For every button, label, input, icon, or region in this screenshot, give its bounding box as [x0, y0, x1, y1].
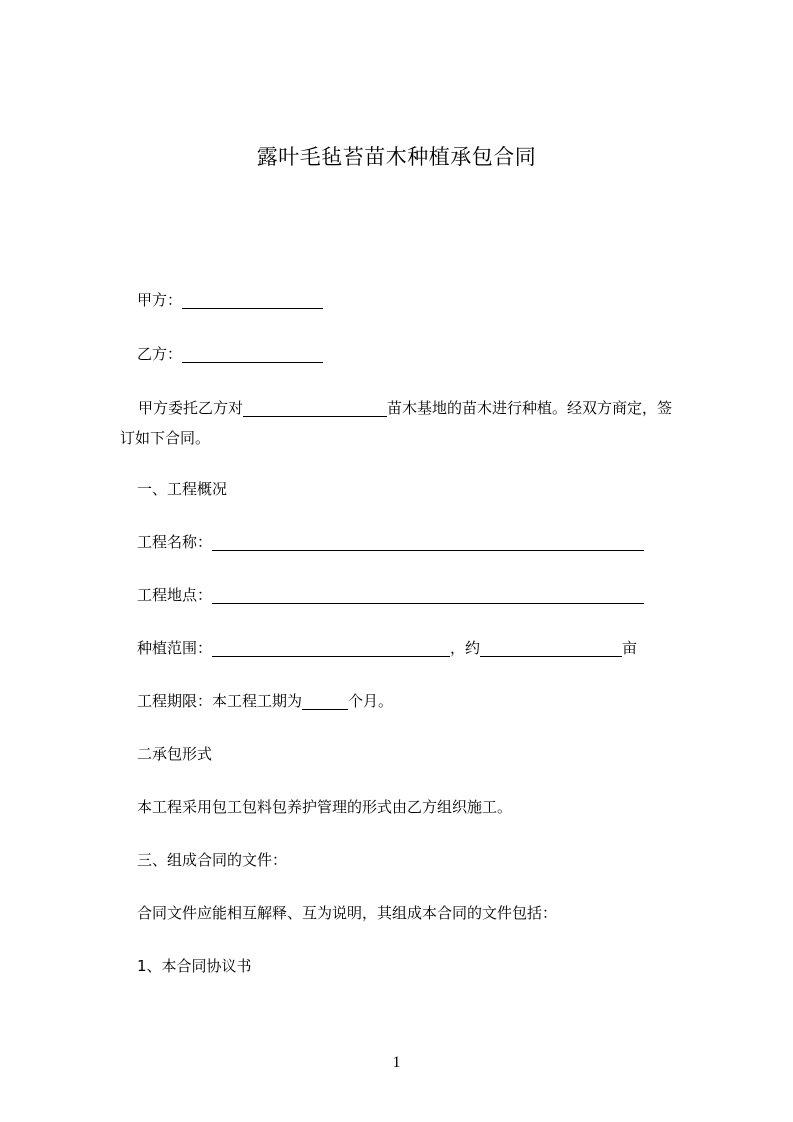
- planting-scope-unit: 亩: [622, 639, 638, 657]
- party-a-label: 甲方：: [137, 291, 183, 309]
- party-a-blank: [182, 290, 323, 309]
- party-b-label: 乙方：: [137, 345, 183, 363]
- duration-text-1: 工程期限：本工程工期为: [137, 692, 303, 710]
- section3-text: 合同文件应能相互解释、互为说明，其组成本合同的文件包括：: [137, 904, 558, 922]
- planting-scope-line: [137, 633, 637, 663]
- intro-text-2: 苗木基地的苗木进行种植。经双方商定，签: [387, 399, 673, 417]
- project-name-line: [137, 527, 644, 557]
- project-location-label: 工程地点：: [137, 586, 213, 604]
- intro-paragraph: [120, 393, 705, 453]
- duration-blank: [302, 691, 348, 710]
- page-number: 1: [392, 1054, 401, 1071]
- planting-scope-blank: [212, 638, 450, 657]
- project-name-label: 工程名称：: [137, 533, 213, 551]
- section2-text: 本工程采用包工包料包养护管理的形式由乙方组织施工。: [137, 798, 513, 816]
- planting-area-blank: [480, 638, 622, 657]
- intro-text-3: 订如下合同。: [120, 429, 211, 447]
- document-title: 露叶毛毡苔苗木种植承包合同: [256, 145, 537, 169]
- planting-scope-label: 种植范围：: [137, 639, 213, 657]
- project-location-blank: [212, 585, 644, 604]
- party-b-line: [137, 339, 323, 369]
- list-item-1: 1、本合同协议书: [137, 957, 252, 975]
- intro-text-1: 甲方委托乙方对: [138, 399, 244, 417]
- section1-heading: 一、工程概况: [137, 480, 228, 498]
- party-a-line: [137, 285, 323, 315]
- section2-heading: 二承包形式: [137, 745, 213, 763]
- section3-heading: 三、组成合同的文件：: [137, 851, 288, 869]
- party-b-blank: [182, 344, 323, 363]
- planting-scope-mid: ，约: [450, 639, 481, 657]
- duration-text-2: 个月。: [348, 692, 394, 710]
- intro-blank: [243, 398, 387, 417]
- duration-line: [137, 686, 393, 716]
- project-location-line: [137, 580, 644, 610]
- project-name-blank: [212, 532, 644, 551]
